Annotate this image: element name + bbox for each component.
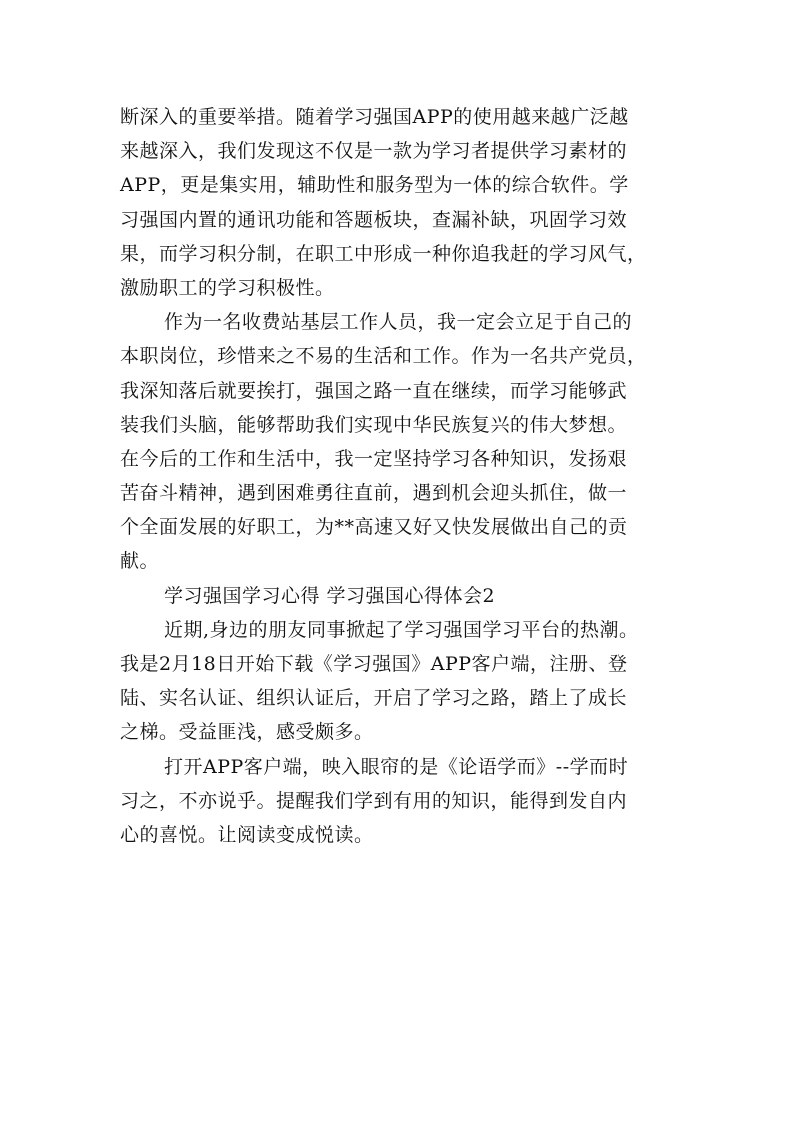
text-line: 献。 xyxy=(120,550,160,573)
text-line: 习之，不亦说乎。提醒我们学到有用的知识，能得到发自内 xyxy=(120,789,628,812)
text-line: 习强国内置的通讯功能和答题板块，查漏补缺，巩固学习效 xyxy=(120,208,628,231)
text-line: 来越深入，我们发现这不仅是一款为学习者提供学习素材的 xyxy=(120,140,628,163)
text-line: 果，而学习积分制，在职工中形成一种你追我赶的学习风气， xyxy=(120,242,647,265)
text-line: 个全面发展的好职工，为**高速又好又快发展做出自己的贡 xyxy=(120,516,628,539)
text-line: APP，更是集实用，辅助性和服务型为一体的综合软件。学 xyxy=(120,174,629,197)
text-line: 之梯。受益匪浅，感受颇多。 xyxy=(120,721,374,744)
section-heading: 学习强国学习心得 学习强国心得体会2 xyxy=(164,584,496,607)
paragraph-start-line: 近期,身边的朋友同事掀起了学习强国学习平台的热潮。 xyxy=(164,618,639,641)
text-line: 心的喜悦。让阅读变成悦读。 xyxy=(120,823,374,846)
text-line: 我是2月18日开始下载《学习强国》APP客户端，注册、登 xyxy=(120,653,628,675)
text-line: 断深入的重要举措。随着学习强国APP的使用越来越广泛越 xyxy=(120,106,629,128)
paragraph-start-line: 打开APP客户端，映入眼帘的是《论语学而》--学而时 xyxy=(164,755,629,778)
text-line: 苦奋斗精神，遇到困难勇往直前，遇到机会迎头抓住，做一 xyxy=(120,482,628,505)
text-line: 激励职工的学习积极性。 xyxy=(120,276,335,299)
text-line: 装我们头脑，能够帮助我们实现中华民族复兴的伟大梦想。 xyxy=(120,413,628,436)
text-line: 我深知落后就要挨打，强国之路一直在继续，而学习能够武 xyxy=(120,379,628,402)
text-line: 陆、实名认证、组织认证后，开启了学习之路，踏上了成长 xyxy=(120,687,628,710)
paragraph-start-line: 作为一名收费站基层工作人员，我一定会立足于自己的 xyxy=(164,311,633,334)
text-line: 本职岗位，珍惜来之不易的生活和工作。作为一名共产党员， xyxy=(120,345,647,368)
document-body xyxy=(120,100,680,852)
text-line: 在今后的工作和生活中，我一定坚持学习各种知识，发扬艰 xyxy=(120,447,628,470)
